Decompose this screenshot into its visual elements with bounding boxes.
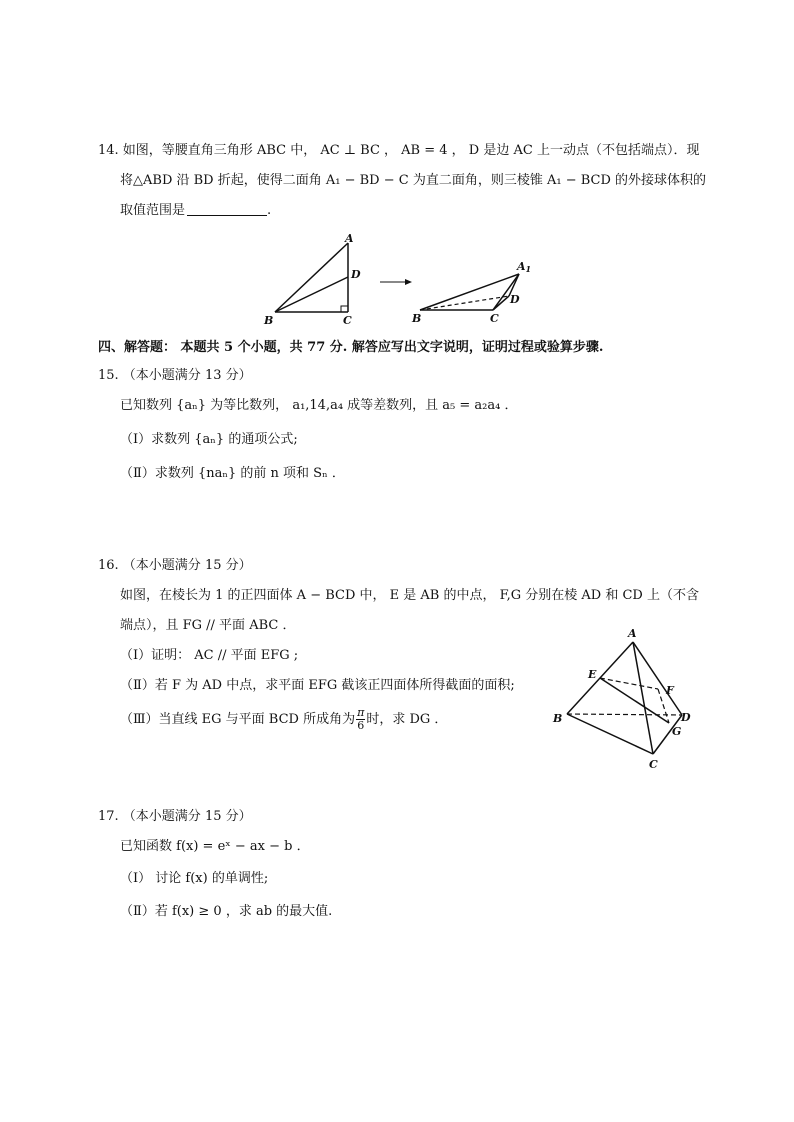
q14-line-3-text: 取值范围是: [120, 203, 186, 218]
q14-label-A1-main: A: [517, 260, 526, 273]
q16-label-A: A: [628, 627, 637, 640]
q14-label-A1: [516, 260, 531, 274]
q16-label-D: D: [681, 711, 691, 724]
q14-line-3: [120, 202, 271, 220]
tetrahedron-edges: [567, 642, 682, 754]
tetrahedron-hidden-edges: [567, 678, 682, 723]
q14-label-A1-sub: 1: [525, 264, 532, 274]
q17-header: 17. （本小题满分 15 分）: [98, 809, 252, 824]
q16-part-3: [120, 707, 447, 732]
q15-header: 15. （本小题满分 13 分）: [98, 368, 252, 383]
q16-label-B: B: [553, 712, 563, 725]
q16-header: 16. （本小题满分 15 分）: [98, 558, 252, 573]
q14-label-C2: C: [490, 312, 499, 325]
q16-line-1: 如图，在棱长为 1 的正四面体 A − BCD 中， E 是 AB 的中点， F,G 分别在棱 AD 和 CD 上（不含: [120, 588, 699, 603]
q14-line-2: 将△ABD 沿 BD 折起，使得二面角 A₁ − BD − C 为直二面角，则三棱锥 A₁ − BCD 的外接球体积的: [120, 173, 707, 188]
q16-label-C: C: [649, 758, 658, 771]
angle-fraction: [356, 707, 365, 732]
arrow-icon: [380, 279, 412, 285]
q14-label-D2: D: [510, 293, 520, 306]
q16-part-2: （Ⅱ）若 F 为 AD 中点，求平面 EFG 截该正四面体所得截面的面积;: [120, 678, 515, 693]
q14-label-D: D: [351, 268, 361, 281]
q16-tetrahedron-figure: [545, 622, 705, 772]
q14-label-C: C: [343, 314, 352, 327]
q16-label-F: F: [666, 684, 674, 697]
q14-right-figure: [420, 274, 519, 310]
q15-part-2: （Ⅱ）求数列 {naₙ} 的前 n 项和 Sₙ ．: [120, 466, 345, 481]
q16-part-3-b: 时，求 DG ．: [366, 712, 448, 727]
q14-figure: [255, 230, 555, 330]
q14-label-B: B: [264, 314, 274, 327]
q14-label-A: A: [345, 232, 354, 245]
q17-part-2: （Ⅱ）若 f(x) ≥ 0 ，求 ab 的最大值.: [120, 904, 333, 919]
section-4-title: 四、解答题： 本题共 5 个小题，共 77 分. 解答应写出文字说明，证明过程或验算步骤.: [98, 340, 604, 355]
q17-part-1: （Ⅰ） 讨论 f(x) 的单调性;: [120, 871, 269, 886]
q16-label-G: G: [672, 725, 682, 738]
q15-line-1: 已知数列 {aₙ} 为等比数列， a₁,14,a₄ 成等差数列，且 a₅ = a₂a₄ ．: [120, 398, 518, 413]
fraction-numerator: π: [357, 706, 365, 719]
q14-line-3-end: .: [267, 203, 272, 218]
q16-part-3-a: （Ⅲ）当直线 EG 与平面 BCD 所成角为: [120, 712, 356, 727]
answer-blank: [187, 202, 267, 216]
q16-line-2: 端点），且 FG // 平面 ABC ．: [120, 618, 296, 633]
q16-label-E: E: [588, 668, 597, 681]
q14-label-B2: B: [412, 312, 422, 325]
q14-left-triangle: [275, 243, 348, 312]
fraction-denominator: 6: [357, 719, 365, 732]
q15-part-1: （Ⅰ）求数列 {aₙ} 的通项公式;: [120, 432, 298, 447]
q16-part-1: （Ⅰ）证明： AC // 平面 EFG ;: [120, 648, 299, 663]
q17-line-1: 已知函数 f(x) = eˣ − ax − b ．: [120, 839, 310, 854]
q14-line-1: 14. 如图，等腰直角三角形 ABC 中， AC ⊥ BC ， AB = 4 ， D 是边 AC 上一动点（不包括端点）．现: [98, 143, 700, 158]
